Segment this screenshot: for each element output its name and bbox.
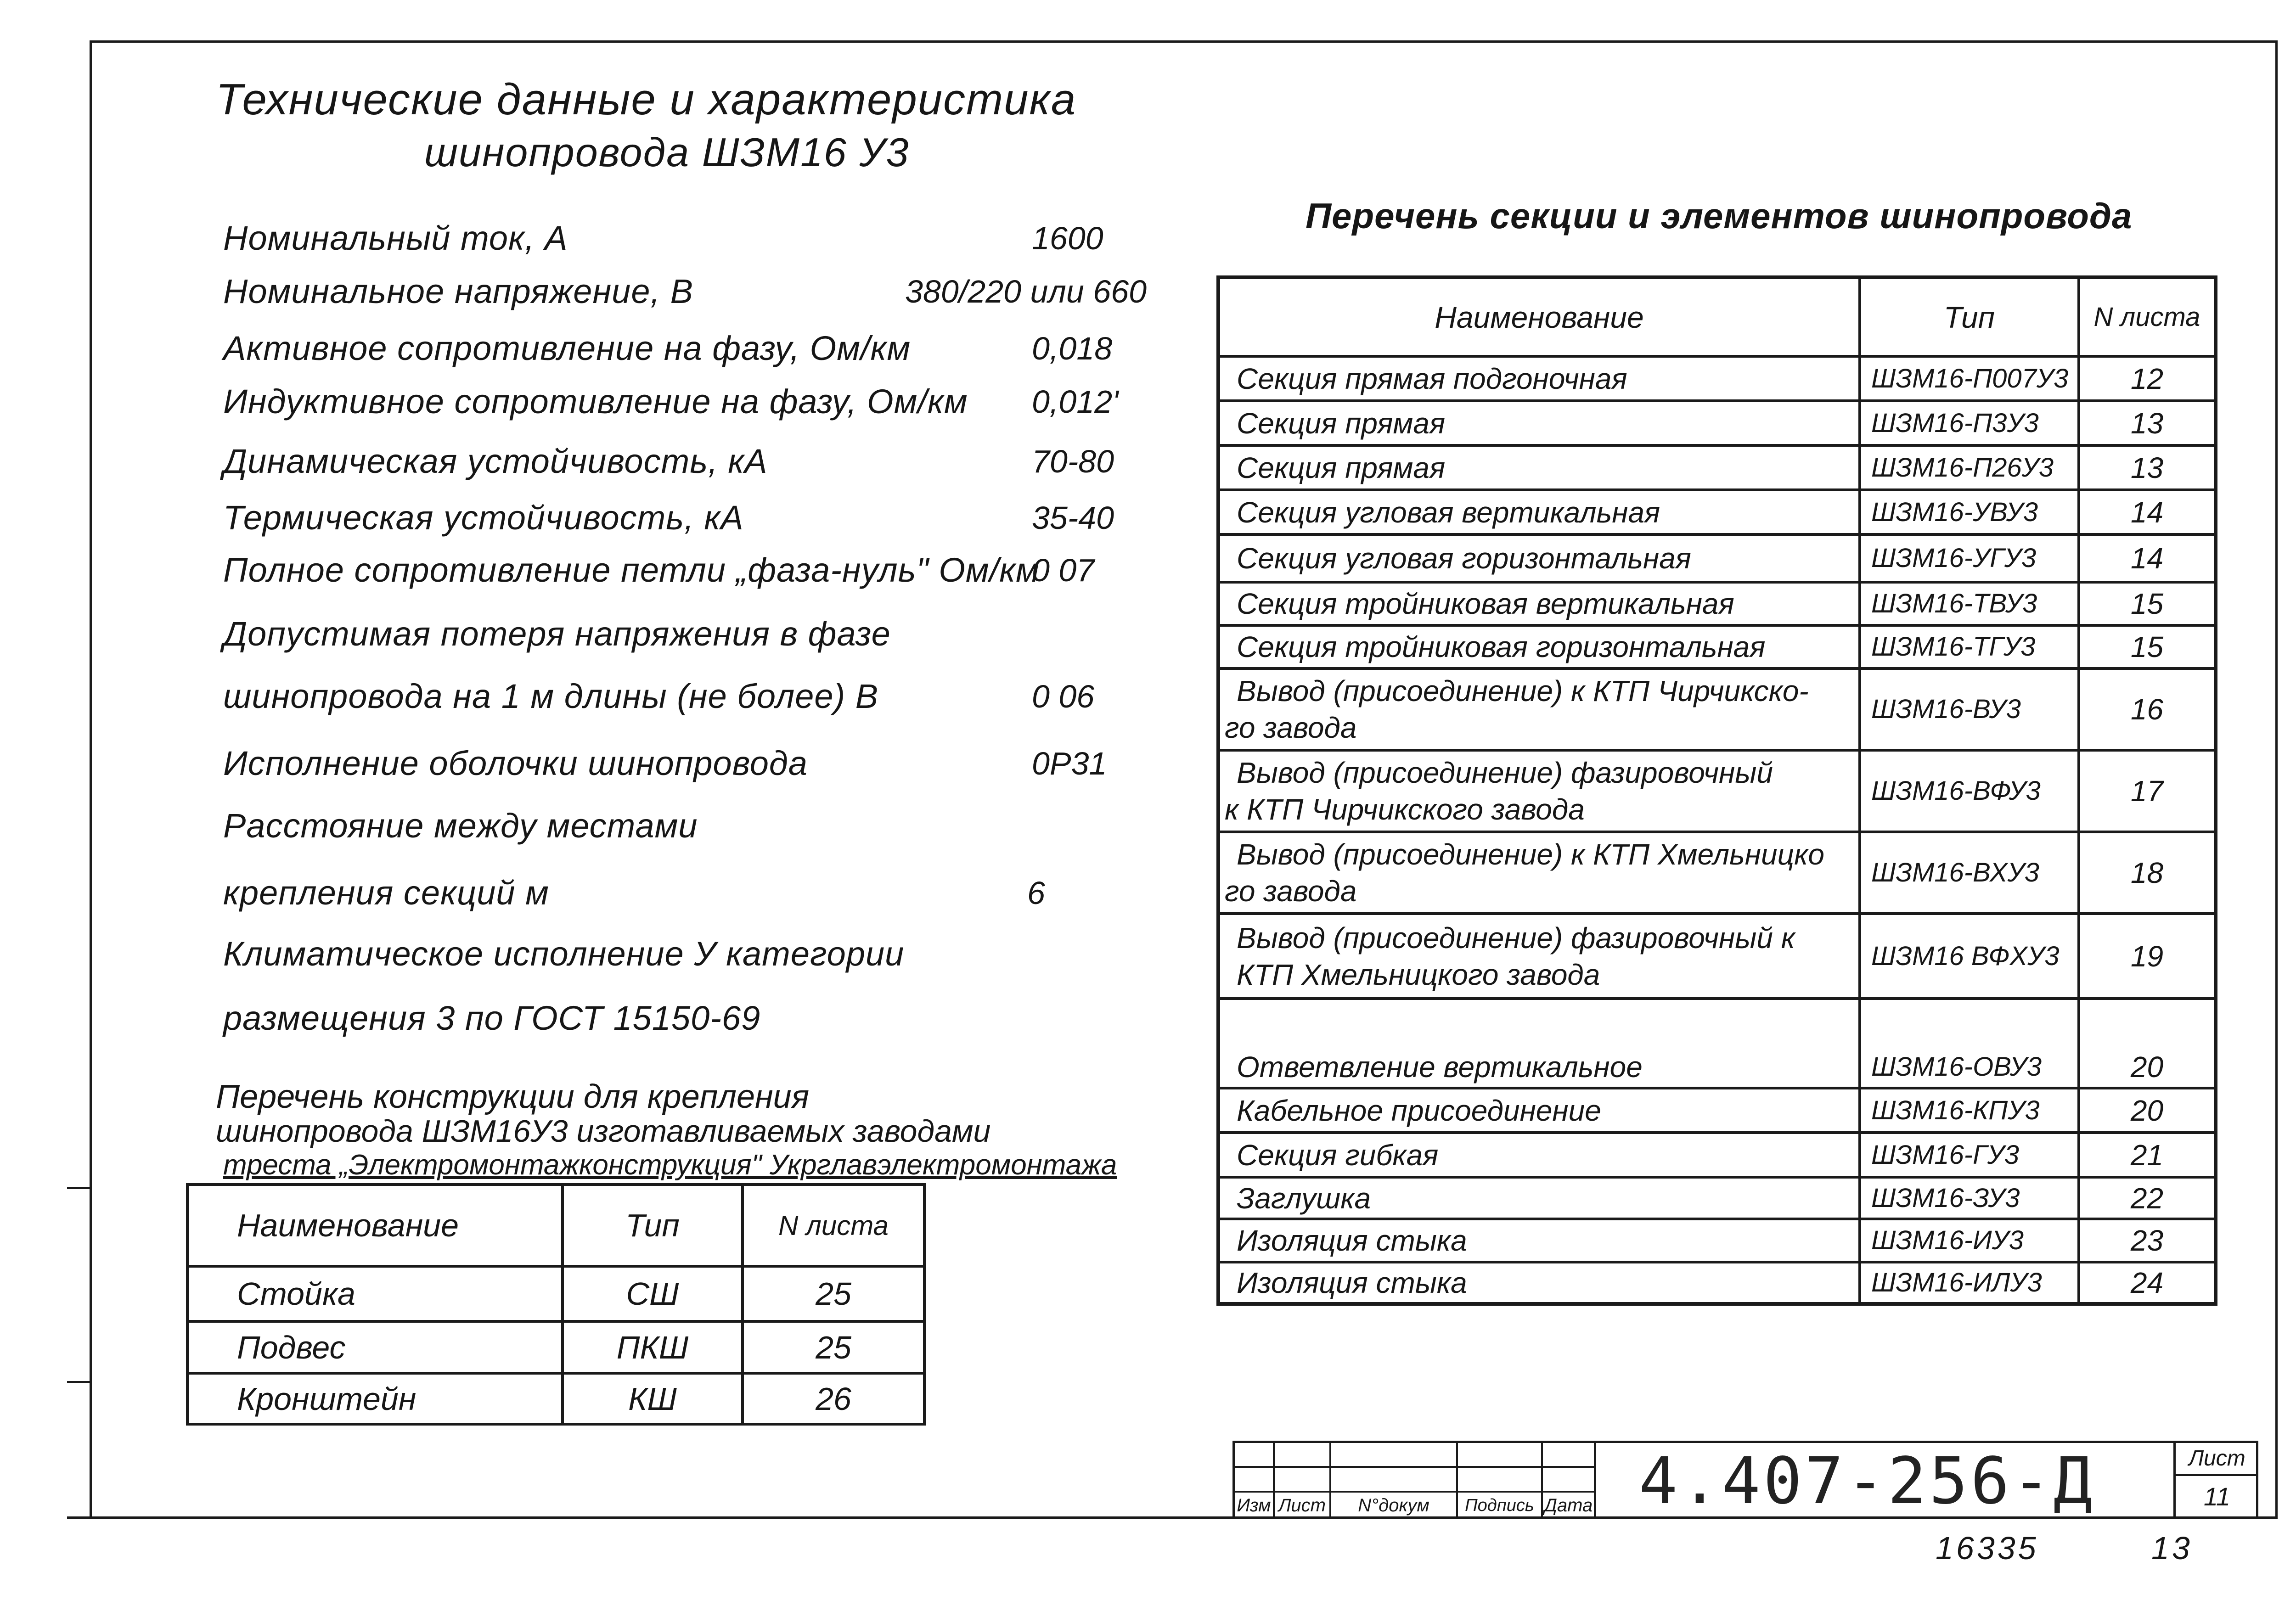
- item-sheet-cell: 26: [743, 1373, 924, 1424]
- table-row: [1218, 1133, 2216, 1177]
- section-name-line: Вывод (присоединение) фазировочный к: [1237, 921, 1795, 954]
- table-row: [1218, 999, 2216, 1088]
- section-name-cell: Секция тройниковая вертикальная: [1218, 582, 1860, 625]
- item-sheet-cell: 25: [743, 1321, 924, 1373]
- spec-label: Динамическая устойчивость, кА: [223, 442, 768, 480]
- table-row: [1218, 1177, 2216, 1219]
- table-header-row: [1218, 277, 2216, 356]
- title-block-label-date: Дата: [1544, 1495, 1593, 1516]
- section-name-cell: Изоляция стыка: [1218, 1262, 1860, 1304]
- section-type-cell: ШЗМ16-П26У3: [1860, 445, 2079, 490]
- column-header-type: Тип: [1860, 277, 2079, 356]
- table-row: [1218, 356, 2216, 401]
- spec-value: 0 06: [1032, 679, 1095, 714]
- section-name-cell: [1218, 832, 1860, 914]
- section-type-cell: ШЗМ16-ИУ3: [1860, 1219, 2079, 1262]
- item-type-cell: КШ: [563, 1373, 743, 1424]
- table-row: [187, 1266, 924, 1321]
- section-type-cell: ШЗМ16-ТГУ3: [1860, 625, 2079, 668]
- table-row: [1218, 625, 2216, 668]
- section-sheet-cell: 23: [2079, 1219, 2216, 1262]
- section-name-cell: Секция гибкая: [1218, 1133, 1860, 1177]
- section-type-cell: ШЗМ16-ИЛУ3: [1860, 1262, 2079, 1304]
- section-sheet-cell: 18: [2079, 832, 2216, 914]
- section-name-cell: Заглушка: [1218, 1177, 1860, 1219]
- mounting-list-heading-line: треста „Электромонтажконструкция" Укрглавэлектромонтажа: [223, 1149, 1117, 1181]
- section-type-cell: ШЗМ16 ВФХУ3: [1860, 914, 2079, 999]
- section-type-cell: ШЗМ16-КПУ3: [1860, 1088, 2079, 1133]
- table-row: [187, 1373, 924, 1424]
- section-type-cell: ШЗМ16-ВХУ3: [1860, 832, 2079, 914]
- section-sheet-cell: 20: [2079, 1088, 2216, 1133]
- sheet-label: Лист: [2189, 1446, 2245, 1471]
- spec-label: Исполнение оболочки шинопровода: [223, 744, 808, 782]
- section-name-cell: Ответвление вертикальное: [1218, 999, 1860, 1088]
- section-sheet-cell: 12: [2079, 356, 2216, 401]
- section-name-cell: Секция угловая горизонтальная: [1218, 534, 1860, 582]
- section-type-cell: ШЗМ16-ГУ3: [1860, 1133, 2079, 1177]
- section-sheet-cell: 13: [2079, 445, 2216, 490]
- footer-right-number: 13: [2151, 1530, 2193, 1566]
- document-designation: 4.407-256-Д: [1639, 1444, 2095, 1519]
- table-header-row: [187, 1185, 924, 1266]
- sections-table: [1216, 275, 2217, 1306]
- spec-label-line: шинопровода на 1 м длины (не более) В: [223, 677, 879, 715]
- column-header-name: Наименование: [187, 1185, 563, 1266]
- section-name-line: Вывод (присоединение) фазировочный: [1237, 756, 1773, 789]
- section-type-cell: ШЗМ16-ЗУ3: [1860, 1177, 2079, 1219]
- table-row: [1218, 832, 2216, 914]
- section-sheet-cell: 13: [2079, 401, 2216, 445]
- spec-label: Индуктивное сопротивление на фазу, Ом/км: [223, 382, 968, 421]
- section-name-line: КТП Хмельницкого завода: [1237, 958, 1600, 991]
- column-header-type: Тип: [563, 1185, 743, 1266]
- item-sheet-cell: 25: [743, 1266, 924, 1321]
- spec-value: 0 07: [1032, 552, 1095, 588]
- margin-tick: [67, 1381, 90, 1383]
- column-header-name: Наименование: [1218, 277, 1860, 356]
- spec-value: 0,018: [1032, 331, 1113, 366]
- spec-value: 6: [1027, 875, 1045, 911]
- section-name-line: го завода: [1225, 875, 1357, 908]
- spec-label: Номинальный ток, А: [223, 219, 568, 257]
- spec-value: 35-40: [1032, 500, 1114, 536]
- item-name-cell: Кронштейн: [187, 1373, 563, 1424]
- item-type-cell: ПКШ: [563, 1321, 743, 1373]
- section-name-line: го завода: [1225, 711, 1357, 744]
- table-row: [1218, 1219, 2216, 1262]
- section-type-cell: ШЗМ16-УГУ3: [1860, 534, 2079, 582]
- title-block-label-sheet: Лист: [1278, 1495, 1326, 1516]
- section-name-cell: Секция прямая: [1218, 401, 1860, 445]
- sections-list-heading: Перечень секции и элементов шинопровода: [1306, 196, 2133, 236]
- section-sheet-cell: 17: [2079, 750, 2216, 832]
- title-block-label-document: N°докум: [1358, 1495, 1429, 1516]
- sheet-number: 11: [2203, 1482, 2231, 1511]
- spec-value: 0,012': [1032, 384, 1119, 420]
- spec-title-line: Технические данные и характеристика: [216, 75, 1077, 124]
- table-row: [1218, 750, 2216, 832]
- column-header-sheet: N листа: [2079, 277, 2216, 356]
- margin-tick: [67, 1187, 90, 1189]
- title-block-label-signature: Подпись: [1465, 1496, 1534, 1515]
- table-row: [1218, 1088, 2216, 1133]
- table-row: [1218, 914, 2216, 999]
- item-name-cell: Стойка: [187, 1266, 563, 1321]
- section-sheet-cell: 21: [2079, 1133, 2216, 1177]
- spec-value: 1600: [1032, 220, 1103, 256]
- section-name-line: к КТП Чирчикского завода: [1225, 793, 1585, 826]
- item-name-cell: Подвес: [187, 1321, 563, 1373]
- spec-label-line: Расстояние между местами: [223, 807, 698, 845]
- title-block-grid-line: [1594, 1443, 1596, 1518]
- title-block-label-change: Изм: [1237, 1495, 1271, 1516]
- spec-label: Полное сопротивление петли „фаза-нуль" Ом/км: [223, 551, 1040, 589]
- spec-label: Активное сопротивление на фазу, Ом/км: [223, 329, 911, 367]
- section-name-cell: Секция прямая подгоночная: [1218, 356, 1860, 401]
- section-sheet-cell: 15: [2079, 625, 2216, 668]
- section-sheet-cell: 24: [2079, 1262, 2216, 1304]
- spec-label-line: крепления секций м: [223, 874, 549, 912]
- section-type-cell: ШЗМ16-ОВУ3: [1860, 999, 2079, 1088]
- section-sheet-cell: 19: [2079, 914, 2216, 999]
- table-row: [1218, 401, 2216, 445]
- spec-label-line: Допустимая потеря напряжения в фазе: [223, 615, 891, 653]
- table-row: [187, 1321, 924, 1373]
- section-sheet-cell: 15: [2079, 582, 2216, 625]
- section-name-cell: Секция тройниковая горизонтальная: [1218, 625, 1860, 668]
- column-header-sheet: N листа: [743, 1185, 924, 1266]
- section-sheet-cell: 14: [2079, 490, 2216, 534]
- spec-label: Термическая устойчивость, кА: [223, 499, 744, 537]
- section-type-cell: ШЗМ16-П3У3: [1860, 401, 2079, 445]
- table-row: [1218, 490, 2216, 534]
- section-type-cell: ШЗМ16-ВУ3: [1860, 668, 2079, 750]
- section-name-line: Вывод (присоединение) к КТП Хмельницко: [1237, 838, 1824, 871]
- section-sheet-cell: 14: [2079, 534, 2216, 582]
- table-row: [1218, 445, 2216, 490]
- title-block-grid-line: [1235, 1466, 1595, 1468]
- section-name-line: Вывод (присоединение) к КТП Чирчикско-: [1237, 674, 1809, 707]
- section-name-cell: Секция прямая: [1218, 445, 1860, 490]
- mounting-list-heading-line: шинопровода ШЗМ16У3 изготавливаемых заводами: [216, 1114, 991, 1149]
- section-name-cell: Секция угловая вертикальная: [1218, 490, 1860, 534]
- table-row: [1218, 534, 2216, 582]
- section-name-cell: [1218, 668, 1860, 750]
- table-row: [1218, 582, 2216, 625]
- section-type-cell: ШЗМ16-ВФУ3: [1860, 750, 2079, 832]
- section-name-cell: [1218, 750, 1860, 832]
- title-block: [1232, 1441, 2258, 1518]
- item-type-cell: СШ: [563, 1266, 743, 1321]
- spec-label-line: Климатическое исполнение У категории: [223, 935, 905, 973]
- spec-value: 70-80: [1032, 444, 1114, 479]
- section-type-cell: ШЗМ16-ТВУ3: [1860, 582, 2079, 625]
- footer-left-number: 16335: [1936, 1530, 2039, 1566]
- spec-label-line: размещения 3 по ГОСТ 15150-69: [223, 999, 761, 1037]
- section-sheet-cell: 20: [2079, 999, 2216, 1088]
- section-type-cell: ШЗМ16-П007У3: [1860, 356, 2079, 401]
- spec-title-line: шинопровода ШЗМ16 У3: [424, 129, 910, 175]
- section-type-cell: ШЗМ16-УВУ3: [1860, 490, 2079, 534]
- section-sheet-cell: 22: [2079, 1177, 2216, 1219]
- section-name-cell: [1218, 914, 1860, 999]
- mounting-list-heading-line: Перечень конструкции для крепления: [216, 1078, 810, 1115]
- spec-label: Номинальное напряжение, В: [223, 272, 693, 310]
- spec-value: 0Р31: [1032, 746, 1107, 781]
- table-row: [1218, 1262, 2216, 1304]
- mounting-table: [186, 1183, 926, 1426]
- table-row: [1218, 668, 2216, 750]
- section-name-cell: Изоляция стыка: [1218, 1219, 1860, 1262]
- spec-value: 380/220 или 660: [905, 274, 1147, 309]
- section-sheet-cell: 16: [2079, 668, 2216, 750]
- section-name-cell: Кабельное присоединение: [1218, 1088, 1860, 1133]
